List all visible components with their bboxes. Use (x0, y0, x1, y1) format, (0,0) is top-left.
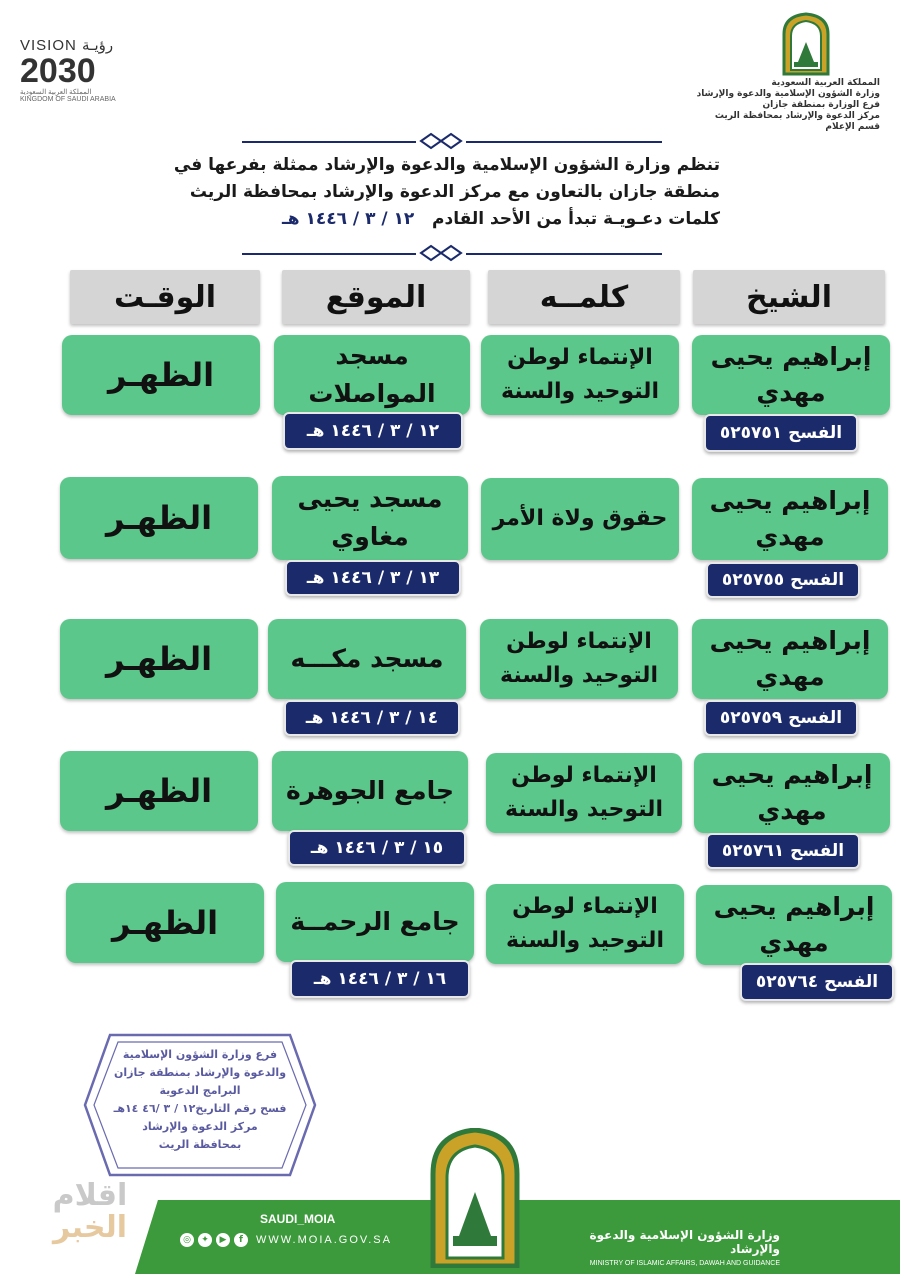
sheikh-surname: مهدي (755, 522, 825, 551)
social-handle[interactable]: SAUDI_MOIA (260, 1212, 336, 1226)
word-title: الإنتماء لوطن (507, 345, 653, 370)
word-subtitle: التوحيد والسنة (505, 797, 663, 822)
sheikh-name: إبراهيم يحيى (709, 626, 871, 655)
stamp-line: والدعوة والإرشاد بمنطقة جازان (113, 1066, 287, 1079)
sheikh-surname: مهدي (756, 378, 826, 407)
column-header-location: الموقع (282, 270, 470, 324)
word-title: حقوق ولاة الأمر (492, 506, 668, 531)
sheikh-surname: مهدي (759, 928, 829, 957)
ministry-line: مركز الدعوة والإرشاد بمحافظة الريث (714, 111, 880, 121)
word-title: الإنتماء لوطن (506, 629, 652, 654)
permit-badge: الفسح ٥٢٥٧٥١ (704, 414, 858, 452)
column-header-word: كلمــه (488, 270, 680, 324)
intro-line-2: منطقة جازان بالتعاون مع مركز الدعوة والإرشاد بمحافظة الريث (189, 182, 720, 202)
sheikh-name: إبراهيم يحيى (713, 892, 875, 921)
ministry-line: فرع الوزارة بمنطقة جازان (762, 100, 880, 110)
sheikh-cell (696, 885, 892, 965)
stamp-line: مركز الدعوة والإرشاد (142, 1120, 258, 1133)
date-badge: ١٥ / ٣ / ١٤٤٦ هـ (288, 830, 466, 866)
time-cell: الظهـر (66, 883, 264, 963)
intro-start-date: ١٢ / ٣ / ١٤٤٦ هـ (281, 209, 415, 229)
location-name: مسجد مكـــه (290, 644, 444, 673)
watermark-logo (40, 1180, 140, 1244)
date-badge: ١٢ / ٣ / ١٤٤٦ هـ (283, 412, 463, 450)
stamp-line: بمحافظة الريث (158, 1138, 242, 1151)
permit-badge: الفسح ٥٢٥٧٥٥ (706, 562, 860, 598)
location-cell (268, 619, 466, 699)
youtube-icon[interactable]: ▶ (216, 1233, 230, 1247)
location-cell (274, 335, 470, 415)
location-name-2: مغاوي (331, 522, 409, 551)
vision-kingdom-en: KINGDOM OF SAUDI ARABIA (20, 96, 116, 103)
vision-2030-logo (20, 36, 150, 103)
footer-contact (180, 1212, 392, 1246)
vision-kingdom-ar: المملكة العربية السعودية (20, 89, 92, 96)
location-name: جامع الرحمــة (290, 907, 460, 936)
sheikh-name: إبراهيم يحيى (710, 342, 872, 371)
column-header-time: الوقـت (70, 270, 260, 324)
ministry-header-text (696, 78, 880, 133)
sheikh-surname: مهدي (757, 796, 827, 825)
location-cell (276, 882, 474, 962)
location-cell (272, 476, 468, 560)
ministry-emblem-icon (778, 12, 834, 76)
word-cell (480, 619, 678, 699)
intro-line-1: تنظم وزارة الشؤون الإسلامية والدعوة والإرشاد ممثلة بفرعها في (173, 155, 720, 175)
watermark-line: اقلام (52, 1178, 128, 1213)
twitter-icon[interactable]: ✦ (198, 1233, 212, 1247)
word-subtitle: التوحيد والسنة (506, 928, 664, 953)
vision-year: 2030 (20, 52, 96, 90)
time-cell: الظهـر (62, 335, 260, 415)
word-cell (486, 753, 682, 833)
column-header-sheikh: الشيخ (693, 270, 885, 324)
footer-ministry-ar: وزارة الشؤون الإسلامية والدعوة والإرشاد (589, 1228, 780, 1256)
stamp-line: فرع وزارة الشؤون الإسلامية (122, 1048, 278, 1061)
location-name-2: المواصلات (308, 379, 436, 408)
permit-badge: الفسح ٥٢٥٧٥٩ (704, 700, 858, 736)
sheikh-surname: مهدي (755, 662, 825, 691)
sheikh-name: إبراهيم يحيى (709, 486, 871, 515)
location-cell (272, 751, 468, 831)
word-subtitle: التوحيد والسنة (500, 663, 658, 688)
footer-ministry (540, 1228, 780, 1267)
vision-title: VISION رؤيـة (20, 37, 114, 54)
word-title: الإنتماء لوطن (512, 894, 658, 919)
sheikh-cell (692, 619, 888, 699)
stamp-line: البرامج الدعوية (159, 1084, 241, 1097)
intro-start-text: كلمات دعـويـة تبدأ من الأحد القادم (432, 209, 720, 229)
time-cell: الظهـر (60, 751, 258, 831)
word-cell (486, 884, 684, 964)
watermark-line: الخبر (52, 1210, 128, 1245)
location-name: مسجد (335, 341, 409, 370)
time-cell: الظهـر (60, 619, 258, 699)
date-badge: ١٦ / ٣ / ١٤٤٦ هـ (290, 960, 470, 998)
instagram-icon[interactable]: ◎ (180, 1233, 194, 1247)
ministry-line: المملكة العربية السعودية (771, 78, 880, 88)
date-badge: ١٤ / ٣ / ١٤٤٦ هـ (284, 700, 460, 736)
stamp-text (105, 1046, 295, 1154)
time-cell: الظهـر (60, 477, 258, 559)
ministry-line: وزارة الشؤون الإسلامية والدعوة والإرشاد (696, 89, 880, 99)
location-name: مسجد يحيى (297, 484, 443, 513)
word-title: الإنتماء لوطن (511, 763, 657, 788)
footer-ministry-en: MINISTRY OF ISLAMIC AFFAIRS, DAWAH AND GUIDANCE (589, 1260, 780, 1267)
date-badge: ١٣ / ٣ / ١٤٤٦ هـ (285, 560, 461, 596)
divider-ornament-icon (416, 131, 466, 151)
word-cell (481, 478, 679, 560)
sheikh-name: إبراهيم يحيى (711, 760, 873, 789)
intro-line-3 (150, 206, 720, 233)
sheikh-cell (692, 478, 888, 560)
facebook-icon[interactable]: f (234, 1233, 248, 1247)
ministry-line: قسم الإعلام (825, 122, 880, 132)
intro-text (150, 152, 720, 233)
website-link[interactable]: WWW.MOIA.GOV.SA (256, 1234, 392, 1246)
permit-badge: الفسح ٥٢٥٧٦١ (706, 833, 860, 869)
word-subtitle: التوحيد والسنة (501, 379, 659, 404)
location-name: جامع الجوهرة (286, 776, 454, 805)
sheikh-cell (694, 753, 890, 833)
permit-badge: الفسح ٥٢٥٧٦٤ (740, 963, 894, 1001)
sheikh-cell (692, 335, 890, 415)
footer-emblem-icon (425, 1128, 525, 1268)
word-cell (481, 335, 679, 415)
stamp-line: فسح رقم التاريخ١٢ / ٣ /٤٦ ١٤هـ (113, 1102, 287, 1115)
divider-ornament-icon (416, 243, 466, 263)
